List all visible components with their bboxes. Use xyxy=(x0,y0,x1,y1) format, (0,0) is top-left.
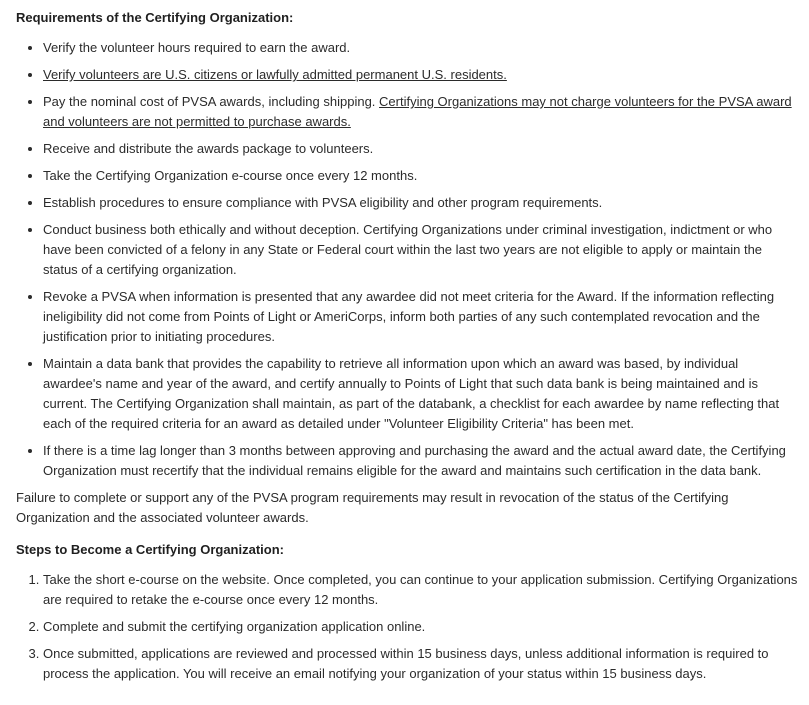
list-item xyxy=(43,166,799,186)
list-item xyxy=(43,92,799,132)
list-item-underlined-text: Certifying Organizations may not charge volunteers for the PVSA award and volunteers are not permitted to purchase awards. xyxy=(43,94,792,129)
list-item xyxy=(43,65,799,85)
steps-list xyxy=(16,570,799,684)
step-item: 1. Take the short e-course on the website. Once completed, you can continue to your application submission. Certifying Organizations are required to retake the e-course once every 12 months. xyxy=(43,570,799,610)
list-item-text: Maintain a data bank that provides the capability to retrieve all information upon which an award was based, by individual awardee's name and year of the award, and certify annually to Points of Light that such data bank is being maintained and is current. The Certifying Organization shall maintain, as part of the databank, a checklist for each awardee by name reflecting that each of the required criteria for an award as detailed under "Volunteer Eligibility Criteria" has been met. xyxy=(43,356,780,431)
list-item-text: Pay the nominal cost of PVSA awards, including shipping. xyxy=(43,94,380,109)
list-item-text: If there is a time lag longer than 3 months between approving and purchasing the award and the actual award date, the Certifying Organization must recertify that the individual remains eligible for the award and maintains such certification in the data bank. xyxy=(43,443,786,478)
list-item-text: Establish procedures to ensure compliance with PVSA eligibility and other program requirements. xyxy=(43,195,603,210)
failure-note: Failure to complete or support any of the PVSA program requirements may result in revocation of the status of the Certifying Organization and the associated volunteer awards. xyxy=(16,490,729,525)
requirements-list xyxy=(16,38,799,481)
list-item xyxy=(43,441,799,481)
list-item-underlined-text: Verify volunteers are U.S. citizens or lawfully admitted permanent U.S. residents. xyxy=(43,67,507,82)
list-item xyxy=(43,193,799,213)
list-item-text: Receive and distribute the awards package to volunteers. xyxy=(43,141,374,156)
steps-heading: Steps to Become a Certifying Organization: xyxy=(16,542,284,557)
step-item: 2. Complete and submit the certifying organization application online. xyxy=(43,617,799,637)
list-item-text: Verify the volunteer hours required to earn the award. xyxy=(43,40,351,55)
list-item-text: Take the Certifying Organization e-course once every 12 months. xyxy=(43,168,418,183)
list-item-text: Revoke a PVSA when information is presented that any awardee did not meet criteria for the Award. If the information reflecting ineligibility did not come from Points of Light or AmeriCorps, inform both parties of any such contemplated revocation and the justification prior to initiating procedures. xyxy=(43,289,775,344)
list-item-text: Conduct business both ethically and without deception. Certifying Organizations under criminal investigation, indictment or who have been convicted of a felony in any State or Federal court within the last two years are not eligible to apply or maintain the status of a certifying organization. xyxy=(43,222,773,277)
list-item xyxy=(43,38,799,58)
requirements-heading: Requirements of the Certifying Organization: xyxy=(16,10,294,25)
list-item xyxy=(43,220,799,280)
list-item xyxy=(43,287,799,347)
step-item: 3. Once submitted, applications are reviewed and processed within 15 business days, unless additional information is required to process the application. You will receive an email notifying your organization of your status within 15 business days. xyxy=(43,644,799,684)
list-item xyxy=(43,354,799,434)
list-item xyxy=(43,139,799,159)
